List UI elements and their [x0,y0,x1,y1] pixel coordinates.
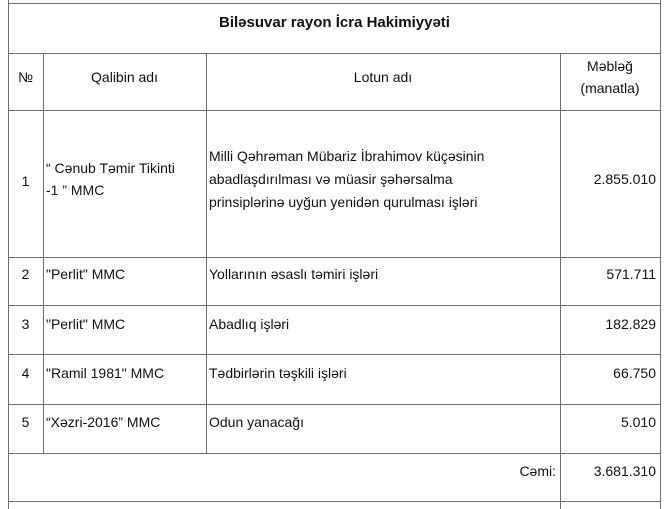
row-number: 3 [21,316,30,332]
row-lot: Odun yanacağı [209,414,304,430]
grid-line [8,257,661,258]
row-amount: 2.855.010 [593,171,656,187]
row-company: “ Cənub Təmir Tikinti [46,160,175,176]
row-lot: prinsiplərinə uyğun yenidən qurulması işləri [209,194,478,210]
row-amount: 182.829 [605,316,656,332]
grid-line [206,53,207,453]
row-amount: 571.711 [606,266,656,282]
total-amount: 3.681.310 [593,463,656,479]
grid-line [8,53,661,54]
grid-line [8,453,661,454]
row-lot: Abadlıq işləri [209,316,290,332]
grid-line [8,501,661,502]
header-amount-unit: (manatla) [580,80,640,96]
grid-line [43,53,44,453]
row-amount: 66.750 [613,365,656,381]
row-lot: abadlaşdırılması və müasir şəhərsalma [209,171,453,187]
header-number: № [17,69,34,85]
header-amount: Məbləğ [587,58,633,74]
grid-line [8,110,661,111]
row-number: 1 [21,173,30,189]
row-company: -1 ” MMC [46,182,105,198]
row-company: “Xəzri-2016” MMC [46,414,161,430]
row-number: 4 [21,365,30,381]
row-company: "Perlit" MMC [46,266,126,282]
grid-line [660,0,661,509]
header-lot: Lotun adı [353,69,413,85]
row-number: 5 [21,414,30,430]
table-title: Biləsuvar rayon İcra Hakimiyyəti [219,14,450,31]
grid-line [8,3,661,4]
row-lot: Tədbirlərin təşkili işləri [209,365,347,381]
row-amount: 5.010 [620,414,656,430]
grid-line [8,354,661,355]
grid-line [8,305,661,306]
row-company: "Perlit" MMC [46,316,126,332]
row-company: "Ramil 1981" MMC [46,365,165,381]
total-label: Cəmi: [519,463,556,479]
header-company: Qalibin adı [91,69,158,85]
grid-line [8,404,661,405]
row-lot: Milli Qəhrəman Mübariz İbrahimov küçəsinin [209,148,485,164]
row-number: 2 [21,266,30,282]
row-lot: Yollarının əsaslı təmiri işləri [209,266,379,282]
